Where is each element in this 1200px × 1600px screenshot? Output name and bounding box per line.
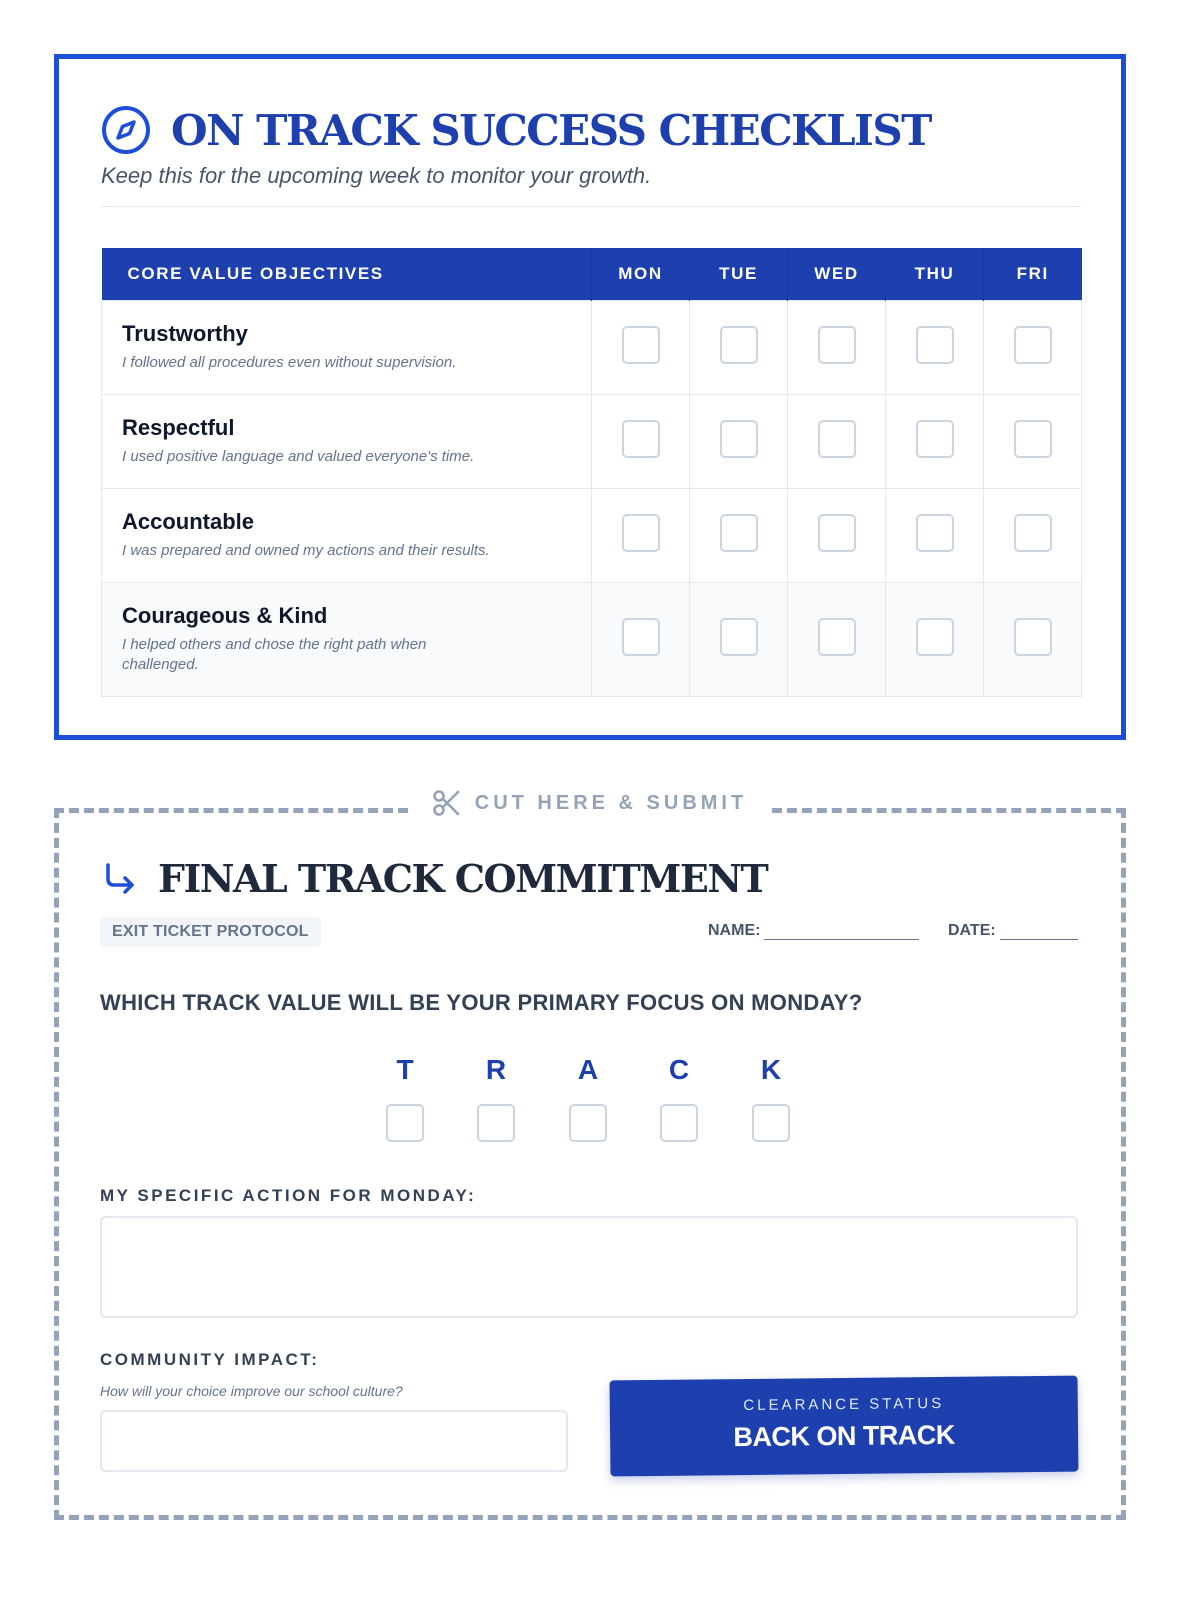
- objective-description: I was prepared and owned my actions and their results.: [122, 542, 490, 559]
- checkbox-trustworthy-fri[interactable]: [1014, 326, 1052, 364]
- track-checkbox-t[interactable]: [386, 1104, 424, 1142]
- table-header-row: [102, 248, 1082, 300]
- day-cell: [592, 394, 690, 488]
- table-row: [102, 488, 1082, 582]
- track-letter: R: [485, 1054, 507, 1085]
- track-checkbox-k[interactable]: [752, 1104, 790, 1142]
- objective-cell: [102, 582, 592, 696]
- divider: [101, 206, 1081, 207]
- checkbox-accountable-fri[interactable]: [1014, 514, 1052, 552]
- arrow-return-icon: [100, 859, 140, 899]
- checkbox-trustworthy-wed[interactable]: [818, 326, 856, 364]
- objective-description: I used positive language and valued everyone's time.: [122, 448, 475, 465]
- day-cell: [592, 488, 690, 582]
- column-header-tue: TUE: [690, 248, 788, 300]
- objective-description: I followed all procedures even without supervision.: [122, 354, 457, 371]
- column-header-objectives: CORE VALUE OBJECTIVES: [102, 248, 592, 300]
- date-field[interactable]: [948, 922, 1078, 940]
- success-checklist-card: [54, 54, 1126, 740]
- table-row: [102, 300, 1082, 394]
- track-option-t: [385, 1052, 425, 1147]
- column-header-thu: THU: [886, 248, 984, 300]
- status-value: BACK ON TRACK: [733, 1419, 955, 1453]
- day-cell: [788, 300, 886, 394]
- day-cell: [984, 582, 1082, 696]
- day-cell: [886, 300, 984, 394]
- checkbox-courageous-fri[interactable]: [1014, 618, 1052, 656]
- track-option-r: [476, 1052, 516, 1147]
- focus-question: WHICH TRACK VALUE WILL BE YOUR PRIMARY FOCUS ON MONDAY?: [100, 990, 863, 1015]
- clearance-status-stamp: [610, 1376, 1079, 1477]
- track-option-a: [568, 1052, 608, 1147]
- day-cell: [788, 582, 886, 696]
- objective-name: Courageous & Kind: [122, 603, 328, 628]
- day-cell: [788, 488, 886, 582]
- cut-line-label: [408, 786, 770, 820]
- track-option-k: [751, 1052, 791, 1147]
- date-label: DATE:: [948, 922, 996, 939]
- objective-name: Trustworthy: [122, 321, 248, 346]
- impact-hint: How will your choice improve our school culture?: [100, 1383, 403, 1399]
- checkbox-accountable-mon[interactable]: [622, 514, 660, 552]
- day-cell: [592, 300, 690, 394]
- compass-icon: [101, 105, 151, 155]
- checkbox-courageous-wed[interactable]: [818, 618, 856, 656]
- day-cell: [592, 582, 690, 696]
- status-label: CLEARANCE STATUS: [743, 1394, 945, 1415]
- commitment-header: [100, 856, 767, 901]
- checklist-table: [101, 248, 1082, 697]
- day-cell: [886, 488, 984, 582]
- objective-name: Respectful: [122, 415, 235, 440]
- track-checkbox-r[interactable]: [477, 1104, 515, 1142]
- cut-line-text: CUT HERE & SUBMIT: [474, 791, 748, 814]
- checkbox-respectful-wed[interactable]: [818, 420, 856, 458]
- objective-description: I helped others and chose the right path when challenged.: [122, 636, 427, 673]
- track-letter: C: [668, 1054, 690, 1085]
- name-label: NAME:: [708, 922, 761, 939]
- day-cell: [690, 300, 788, 394]
- track-letter: K: [760, 1054, 782, 1085]
- objective-cell: [102, 394, 592, 488]
- day-cell: [886, 394, 984, 488]
- objective-name: Accountable: [122, 509, 255, 534]
- objective-cell: [102, 488, 592, 582]
- checklist-subtitle: Keep this for the upcoming week to monitor your growth.: [101, 163, 652, 188]
- checkbox-courageous-mon[interactable]: [622, 618, 660, 656]
- day-cell: [984, 300, 1082, 394]
- day-cell: [984, 394, 1082, 488]
- checkbox-respectful-mon[interactable]: [622, 420, 660, 458]
- name-field[interactable]: [708, 922, 919, 940]
- track-checkbox-c[interactable]: [660, 1104, 698, 1142]
- impact-label: COMMUNITY IMPACT:: [100, 1350, 320, 1369]
- action-input[interactable]: [100, 1216, 1078, 1318]
- checkbox-respectful-tue[interactable]: [720, 420, 758, 458]
- checklist-header: [101, 105, 931, 155]
- column-header-wed: WED: [788, 248, 886, 300]
- day-cell: [886, 582, 984, 696]
- name-line[interactable]: [764, 926, 919, 940]
- day-cell: [788, 394, 886, 488]
- impact-input[interactable]: [100, 1410, 568, 1472]
- track-letter: T: [396, 1054, 414, 1085]
- day-cell: [690, 582, 788, 696]
- column-header-fri: FRI: [984, 248, 1082, 300]
- day-cell: [984, 488, 1082, 582]
- checkbox-respectful-thu[interactable]: [916, 420, 954, 458]
- commitment-title: FINAL TRACK COMMITMENT: [158, 856, 768, 901]
- exit-ticket-badge: EXIT TICKET PROTOCOL: [100, 917, 321, 947]
- checklist-title: ON TRACK SUCCESS CHECKLIST: [171, 105, 931, 155]
- day-cell: [690, 488, 788, 582]
- checkbox-respectful-fri[interactable]: [1014, 420, 1052, 458]
- checkbox-courageous-thu[interactable]: [916, 618, 954, 656]
- objective-cell: [102, 300, 592, 394]
- column-header-mon: MON: [592, 248, 690, 300]
- checkbox-accountable-wed[interactable]: [818, 514, 856, 552]
- checkbox-courageous-tue[interactable]: [720, 618, 758, 656]
- track-letter: A: [577, 1054, 599, 1085]
- track-option-c: [659, 1052, 699, 1147]
- track-checkbox-a[interactable]: [569, 1104, 607, 1142]
- table-row: [102, 394, 1082, 488]
- checkbox-trustworthy-thu[interactable]: [916, 326, 954, 364]
- date-line[interactable]: [1000, 926, 1078, 940]
- day-cell: [690, 394, 788, 488]
- checkbox-accountable-thu[interactable]: [916, 514, 954, 552]
- checkbox-trustworthy-tue[interactable]: [720, 326, 758, 364]
- checkbox-trustworthy-mon[interactable]: [622, 326, 660, 364]
- action-label: MY SPECIFIC ACTION FOR MONDAY:: [100, 1186, 477, 1205]
- scissors-icon: [431, 788, 461, 818]
- table-row: [102, 582, 1082, 696]
- checkbox-accountable-tue[interactable]: [720, 514, 758, 552]
